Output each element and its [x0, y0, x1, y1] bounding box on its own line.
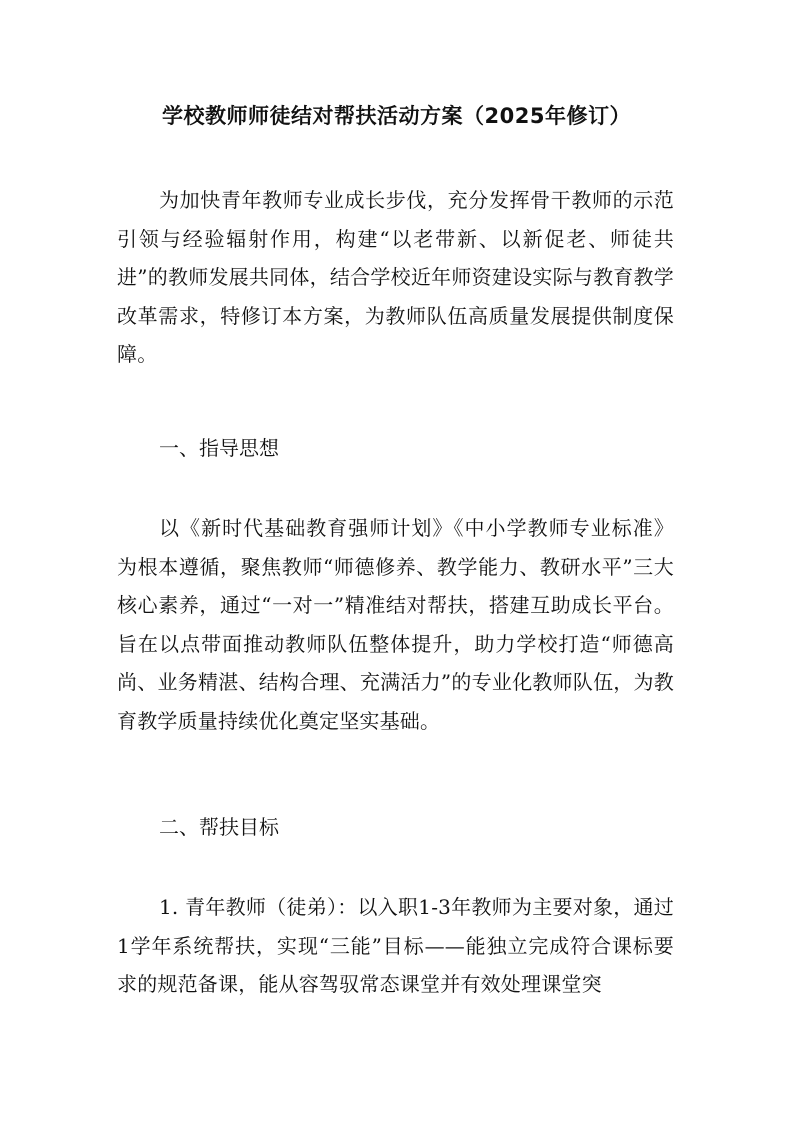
section-body-support-goals: 1. 青年教师（徒弟）：以入职1-3年教师为主要对象，通过1学年系统帮扶，实现“三能”目标——能独立完成符合课标要求的规范备课，能从容驾驭常态课堂并有效处理课堂突	[117, 895, 674, 997]
section-heading-guiding-ideology: 一、指导思想	[159, 436, 279, 460]
document-title: 学校教师师徒结对帮扶活动方案（2025年修订）	[162, 104, 631, 128]
intro-paragraph: 为加快青年教师专业成长步伐，充分发挥骨干教师的示范引领与经验辐射作用，构建“以老带新、以新促老、师徒共进”的教师发展共同体，结合学校近年师资建设实际与教育教学改革需求，特修订本方案，为教师队伍高质量发展提供制度保障。	[117, 188, 674, 367]
section-body-guiding-ideology: 以《新时代基础教育强师计划》《中小学教师专业标准》为根本遵循，聚焦教师“师德修养、教学能力、教研水平”三大核心素养，通过“一对一”精准结对帮扶，搭建互助成长平台。旨在以点带面推动教师队伍整体提升，助力学校打造“师德高尚、业务精湛、结构合理、充满活力”的专业化教师队伍，为教育教学质量持续优化奠定坚实基础。	[117, 516, 674, 733]
section-heading-support-goals: 二、帮扶目标	[159, 815, 279, 839]
